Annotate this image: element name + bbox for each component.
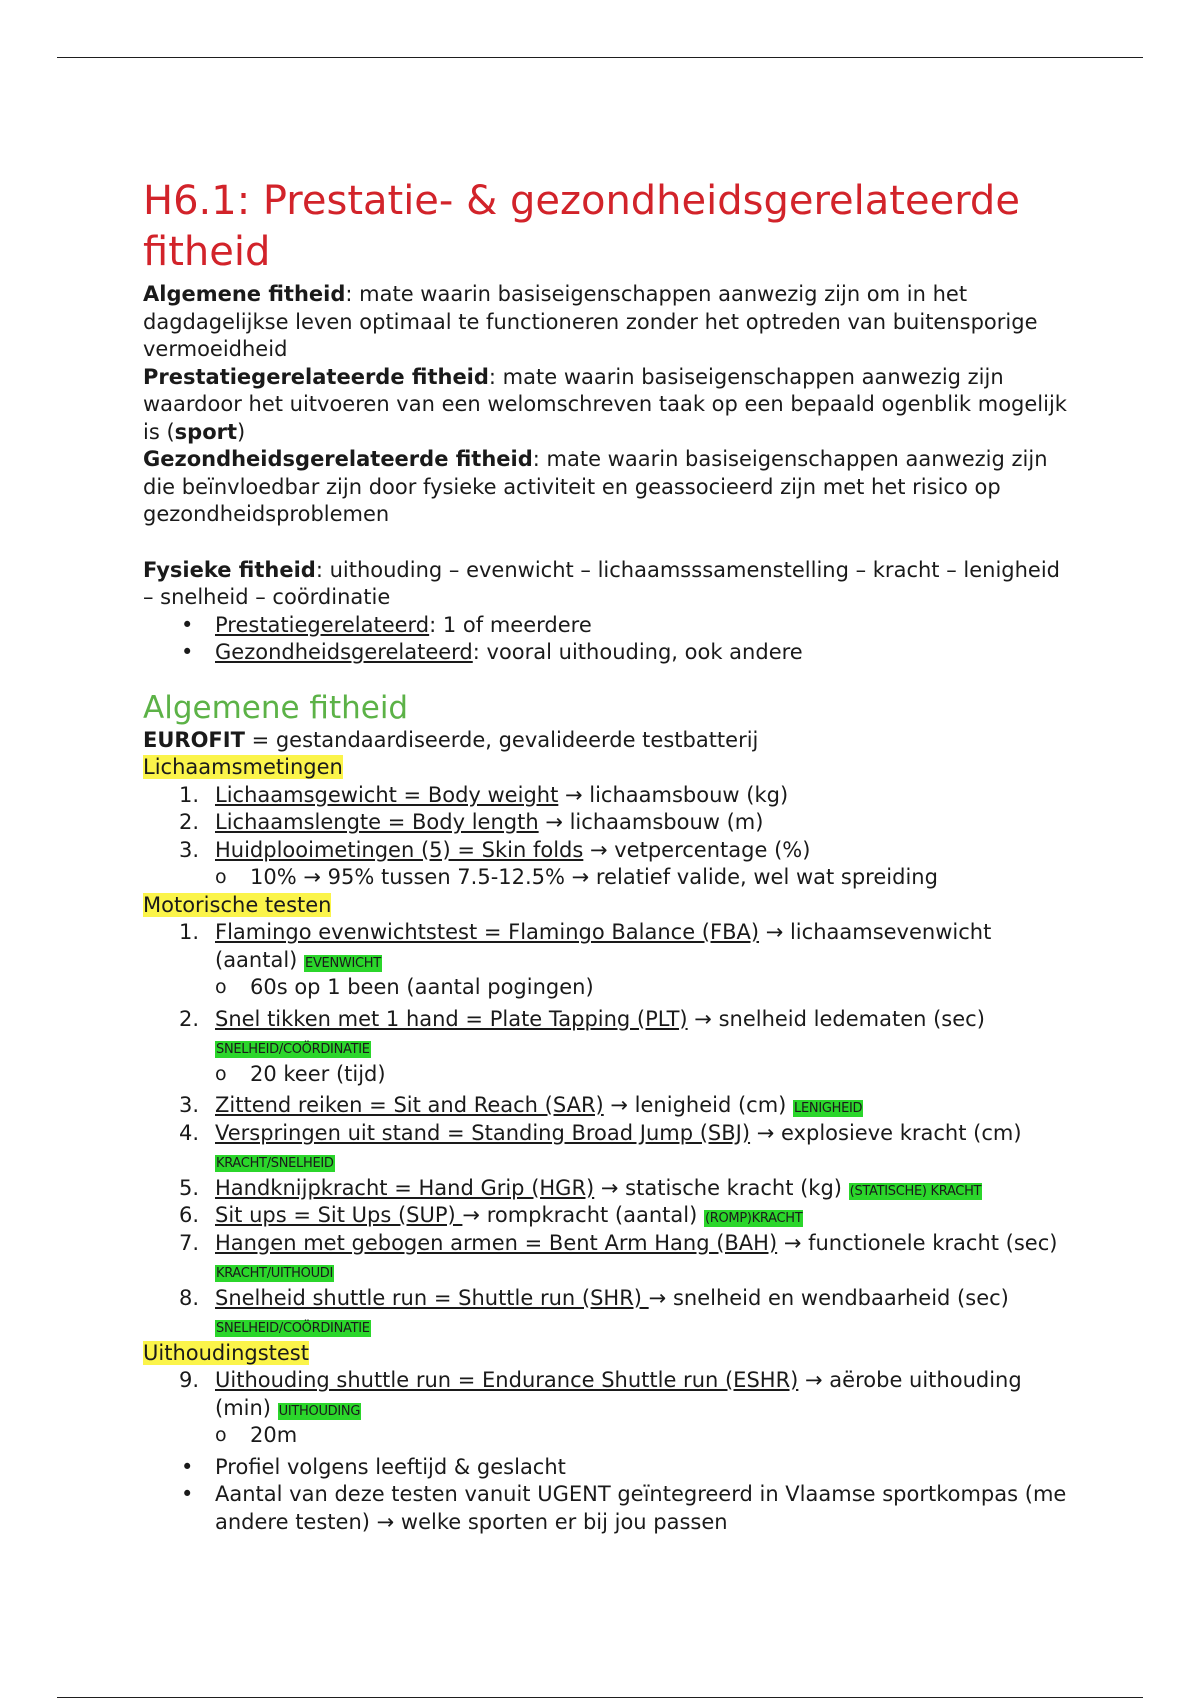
lichaam-list — [143, 782, 1073, 865]
item-text: → lenigheid (cm) — [603, 1093, 794, 1117]
item-text: → lichaamsevenwicht (aantal) — [215, 920, 992, 972]
item-number: 7. — [179, 1230, 200, 1255]
definition-text: : mate waarin basiseigenschappen aanwezig zijn waardoor het uitvoeren van een welomschreven taak op een bepaald ogenblik mogelijk is ( — [143, 364, 1067, 444]
underlined-term: Uithouding shuttle run = Endurance Shuttle run (ESHR) — [215, 1368, 799, 1392]
sub-marker: o — [215, 866, 227, 888]
sub-item — [143, 864, 1073, 892]
item-text: → lichaamsbouw (kg) — [558, 782, 789, 807]
uithouding-list — [143, 1367, 1073, 1422]
underlined-term: Snel tikken met 1 hand = Plate Tapping (PLT) — [215, 1006, 688, 1031]
definition-algemene — [143, 281, 1073, 364]
term: Fysieke fitheid — [143, 557, 316, 582]
item-text: → lichaamsbouw (m) — [538, 810, 764, 834]
list-item — [143, 1367, 1073, 1422]
underlined-term: Lichaamslengte = Body length — [215, 810, 539, 834]
item-text: → statische kracht (kg) — [594, 1175, 849, 1200]
item-number: 8. — [179, 1285, 200, 1310]
eurofit-line — [143, 727, 1073, 755]
top-rule — [57, 57, 1143, 58]
sub-marker: o — [215, 976, 227, 998]
subheading-lichaam — [143, 754, 1073, 782]
fysieke-bullets — [143, 612, 1073, 667]
term: EUROFIT — [143, 727, 245, 752]
sub-marker: o — [215, 1424, 227, 1446]
item-number: 1. — [179, 782, 200, 807]
item-text: → snelheid en wendbaarheid (sec) — [648, 1285, 1009, 1310]
definition-text: : uithouding – evenwicht – lichaamsssamenstelling – kracht – lenigheid – snelheid – coördinatie — [143, 557, 1060, 609]
document-body — [143, 176, 1073, 1536]
sub-marker: o — [215, 1062, 227, 1085]
category-tag: (ROMP)KRACHT — [704, 1211, 803, 1226]
highlighted-heading: Motorische testen — [143, 892, 332, 917]
item-text: 20 keer (tijd) — [250, 1061, 386, 1086]
category-tag: KRACHT/SNELHEID — [216, 1156, 334, 1171]
item-number: 4. — [179, 1120, 200, 1145]
term: Algemene fitheid — [143, 282, 346, 306]
definition-tail: ) — [237, 419, 246, 444]
list-item — [143, 1120, 1073, 1175]
bold-word: sport — [174, 419, 238, 444]
item-text: → aërobe uithouding (min) — [215, 1368, 1022, 1420]
item-text: → functionele kracht (sec) — [777, 1230, 1058, 1255]
category-tag: (STATISCHE) KRACHT — [849, 1183, 982, 1199]
item-text: : vooral uithouding, ook andere — [472, 640, 803, 664]
subheading-uithouding — [143, 1340, 1073, 1368]
list-item — [143, 837, 1073, 865]
item-number: 6. — [179, 1203, 200, 1227]
term: Gezondheidsgerelateerde fitheid — [143, 447, 533, 471]
underlined-term: Snelheid shuttle run = Shuttle run (SHR) — [215, 1285, 649, 1310]
underlined-term: Lichaamsgewicht = Body weight — [215, 782, 559, 807]
item-number: 2. — [179, 1006, 200, 1031]
item-number: 3. — [179, 837, 200, 862]
definition-text: : mate waarin basiseigenschappen aanwezig zijn die beïnvloedbar zijn door fysieke activiteit en geassocieerd zijn met het risico op gezondheidsproblemen — [143, 447, 1048, 526]
fysieke-fitheid — [143, 557, 1073, 612]
item-number: 5. — [179, 1175, 200, 1200]
category-tag: SNELHEID/COÖRDINATIE — [216, 1042, 370, 1057]
list-item — [143, 1285, 1073, 1340]
category-tag: LENIGHEID — [794, 1101, 863, 1116]
definition-text: : mate waarin basiseigenschappen aanwezig zijn om in het dagdagelijkse leven optimaal te functioneren zonder het optreden van buitensporige vermoeidheid — [143, 282, 1038, 361]
section-heading: Algemene fitheid — [143, 689, 409, 726]
term: Prestatiegerelateerde fitheid — [143, 364, 489, 389]
category-tag: EVENWICHT — [305, 955, 381, 971]
page-title: H6.1: Prestatie- & gezondheidsgerelateerde fitheid — [143, 178, 1020, 275]
highlighted-heading: Uithoudingstest — [143, 1340, 309, 1365]
underlined-term: Sit ups = Sit Ups (SUP) — [215, 1203, 463, 1227]
definition-text: = gestandaardiseerde, gevalideerde testbatterij — [244, 727, 759, 752]
subheading-motor — [143, 892, 1073, 920]
list-item — [143, 1092, 1073, 1120]
list-item — [143, 612, 1073, 640]
list-item — [143, 639, 1073, 667]
highlighted-heading: Lichaamsmetingen — [143, 755, 343, 779]
item-number: 1. — [179, 920, 200, 944]
item-text: → vetpercentage (%) — [583, 837, 811, 862]
list-item: • Aantal van deze testen vanuit UGENT geïntegreerd in Vlaamse sportkompas (me andere testen) → welke sporten er bij jou passen — [143, 1481, 1073, 1536]
list-item — [143, 1006, 1073, 1061]
item-text: → rompkracht (aantal) — [462, 1203, 704, 1227]
category-tag: SNELHEID/COÖRDINATIE — [216, 1321, 370, 1336]
definition-gezondheid — [143, 446, 1073, 529]
item-text: → explosieve kracht (cm) — [750, 1120, 1022, 1145]
motor-list — [143, 919, 1073, 974]
definition-prestatie — [143, 364, 1073, 447]
underlined-term: Verspringen uit stand = Standing Broad Jump (SBJ) — [215, 1120, 751, 1145]
underlined-term: Zittend reiken = Sit and Reach (SAR) — [215, 1093, 604, 1117]
list-item — [143, 809, 1073, 837]
item-number: 2. — [179, 810, 200, 834]
list-item — [143, 1230, 1073, 1285]
list-item — [143, 919, 1073, 974]
motor-list — [143, 1092, 1073, 1340]
underlined-term: Huidplooimetingen (5) = Skin folds — [215, 837, 584, 862]
final-bullets — [143, 1454, 1073, 1537]
list-item: • Profiel volgens leeftijd & geslacht — [143, 1454, 1073, 1482]
item-text: : 1 of meerdere — [429, 612, 592, 637]
list-item — [143, 1202, 1073, 1230]
category-tag: UITHOUDING — [278, 1403, 361, 1419]
item-text: 60s op 1 been (aantal pogingen) — [250, 975, 594, 999]
underlined-term: Prestatiegerelateerd — [215, 612, 430, 637]
sub-item — [143, 1061, 1073, 1089]
bottom-rule — [57, 1697, 1143, 1698]
item-number: 9. — [179, 1368, 200, 1392]
underlined-term: Handknijpkracht = Hand Grip (HGR) — [215, 1175, 595, 1200]
underlined-term: Gezondheidsgerelateerd — [215, 640, 473, 664]
item-number: 3. — [179, 1093, 200, 1117]
item-text: → snelheid ledematen (sec) — [687, 1006, 985, 1031]
underlined-term: Hangen met gebogen armen = Bent Arm Hang (BAH) — [215, 1230, 778, 1255]
underlined-term: Flamingo evenwichtstest = Flamingo Balance (FBA) — [215, 920, 760, 944]
list-item — [143, 1175, 1073, 1203]
item-text: 10% → 95% tussen 7.5-12.5% → relatief valide, wel wat spreiding — [250, 865, 938, 889]
sub-item — [143, 974, 1073, 1002]
category-tag: KRACHT/UITHOUDI — [216, 1266, 334, 1281]
sub-item — [143, 1422, 1073, 1450]
motor-list — [143, 1006, 1073, 1061]
list-item — [143, 782, 1073, 810]
item-text: 20m — [250, 1423, 298, 1447]
